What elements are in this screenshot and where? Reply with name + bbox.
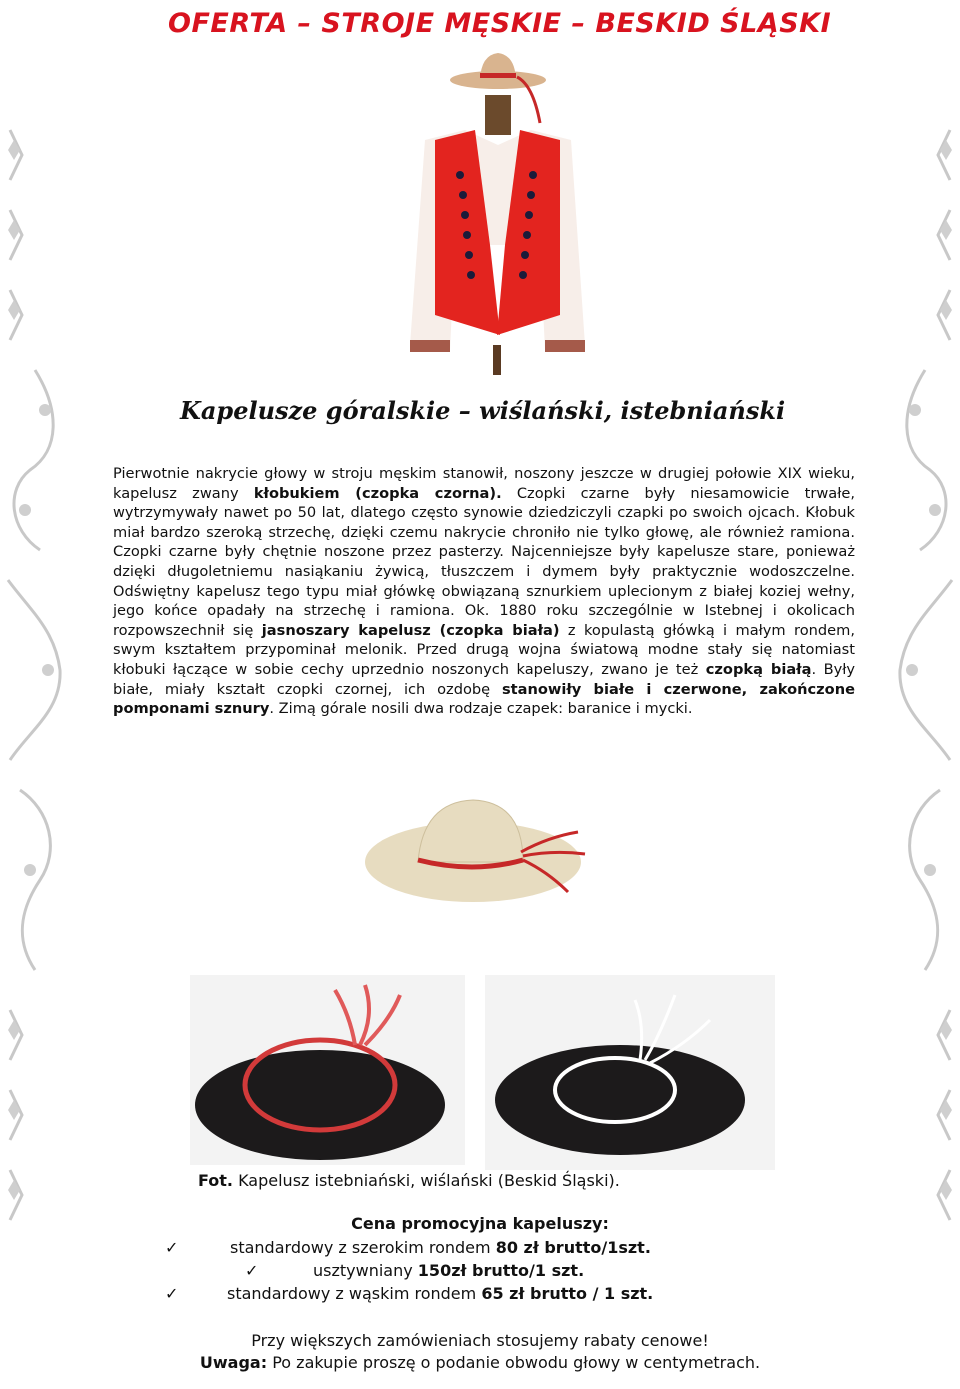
text-run: Pierwotnie nakrycie głowy w stroju męskim stanowił, noszony jeszcze w drugiej połowie XIX wieku, kapelusz zwany xyxy=(113,465,855,502)
price-item xyxy=(227,1284,653,1303)
costume-photo xyxy=(405,45,590,375)
discount-note: Przy większych zamówieniach stosujemy rabaty cenowe! xyxy=(251,1331,709,1350)
text-run-bold: jasnoszary kapelusz (czopka biała) xyxy=(261,621,560,639)
price-item-value: 150zł brutto/1 szt. xyxy=(417,1261,585,1280)
text-run: z kopulastą główką i małym rondem, swym kształtem przypominał melonik. Przed drugą wojna światową modne stały się natomiast kłobuki łączące w sobie cechy uprzednio noszonych kapeluszy, zwano je też xyxy=(113,621,855,678)
check-icon: ✓ xyxy=(165,1238,179,1257)
caption-text: Kapelusz istebniański, wiślański (Beskid Śląski). xyxy=(233,1171,620,1190)
text-run: . Zimą górale nosili dwa rodzaje czapek: baranice i mycki. xyxy=(269,700,693,718)
head-size-note xyxy=(0,1353,960,1372)
black-hat-red-cord-photo xyxy=(190,975,465,1165)
text-run: . Były białe, miały kształt czopki czornej, ich ozdobę xyxy=(113,660,856,698)
price-item-desc: usztywniany xyxy=(313,1261,418,1280)
note-label: Uwaga: xyxy=(199,1353,268,1372)
folk-border-right xyxy=(890,110,960,1350)
price-heading: Cena promocyjna kapeluszy: xyxy=(351,1214,609,1233)
check-icon: ✓ xyxy=(245,1261,259,1280)
section-subtitle: Kapelusze góralskie – wiślański, istebniański xyxy=(180,396,786,425)
page-title: OFERTA – STROJE MĘSKIE – BESKID ŚLĄSKI xyxy=(168,8,832,39)
description-paragraph xyxy=(113,464,855,719)
check-icon: ✓ xyxy=(165,1284,179,1303)
light-hat-photo xyxy=(363,792,603,910)
price-item-value: 80 zł brutto/1szt. xyxy=(495,1238,651,1257)
text-run-bold: stanowiły białe i czerwone, zakończone pomponami sznury xyxy=(113,680,855,718)
caption-label: Fot. xyxy=(198,1171,233,1190)
text-run-bold: czopką białą xyxy=(705,660,812,678)
price-item xyxy=(230,1238,651,1257)
note-text: Po zakupie proszę o podanie obwodu głowy w centymetrach. xyxy=(267,1353,761,1372)
black-hat-white-cord-photo xyxy=(485,975,775,1170)
photo-caption xyxy=(198,1171,620,1190)
price-item-desc: standardowy z szerokim rondem xyxy=(230,1238,496,1257)
text-run-bold: kłobukiem (czopka czorna). xyxy=(253,484,502,502)
price-item-value: 65 zł brutto / 1 szt. xyxy=(481,1284,654,1303)
price-item xyxy=(313,1261,584,1280)
folk-border-left xyxy=(0,110,70,1350)
text-run: Czopki czarne były niesamowicie trwałe, wytrzymywały nawet po 50 lat, dlatego często synowie dziedziczyli czapki po swoich ojcach. Kłobuk miał bardzo szeroką strzechę, dzięki czemu nakrycie chroniło nie tylko głowę, ale również ramiona. Czopki czarne były chętnie noszone przez pasterzy. Najcenniejsze były kapelusze stare, ponieważ dzięki długoletniemu nasiąkaniu żywicą, tłuszczem i dymem były praktycznie wodoszczelne. Odświętny kapelusz tego typu miał główkę obwiązaną sznurkiem uplecionym z białej koziej wełny, jego końce opadały na strzechę i ramiona. Ok. 1880 roku szczególnie w Istebnej i okolicach rozpowszechnił się xyxy=(113,484,855,639)
price-item-desc: standardowy z wąskim rondem xyxy=(227,1284,482,1303)
